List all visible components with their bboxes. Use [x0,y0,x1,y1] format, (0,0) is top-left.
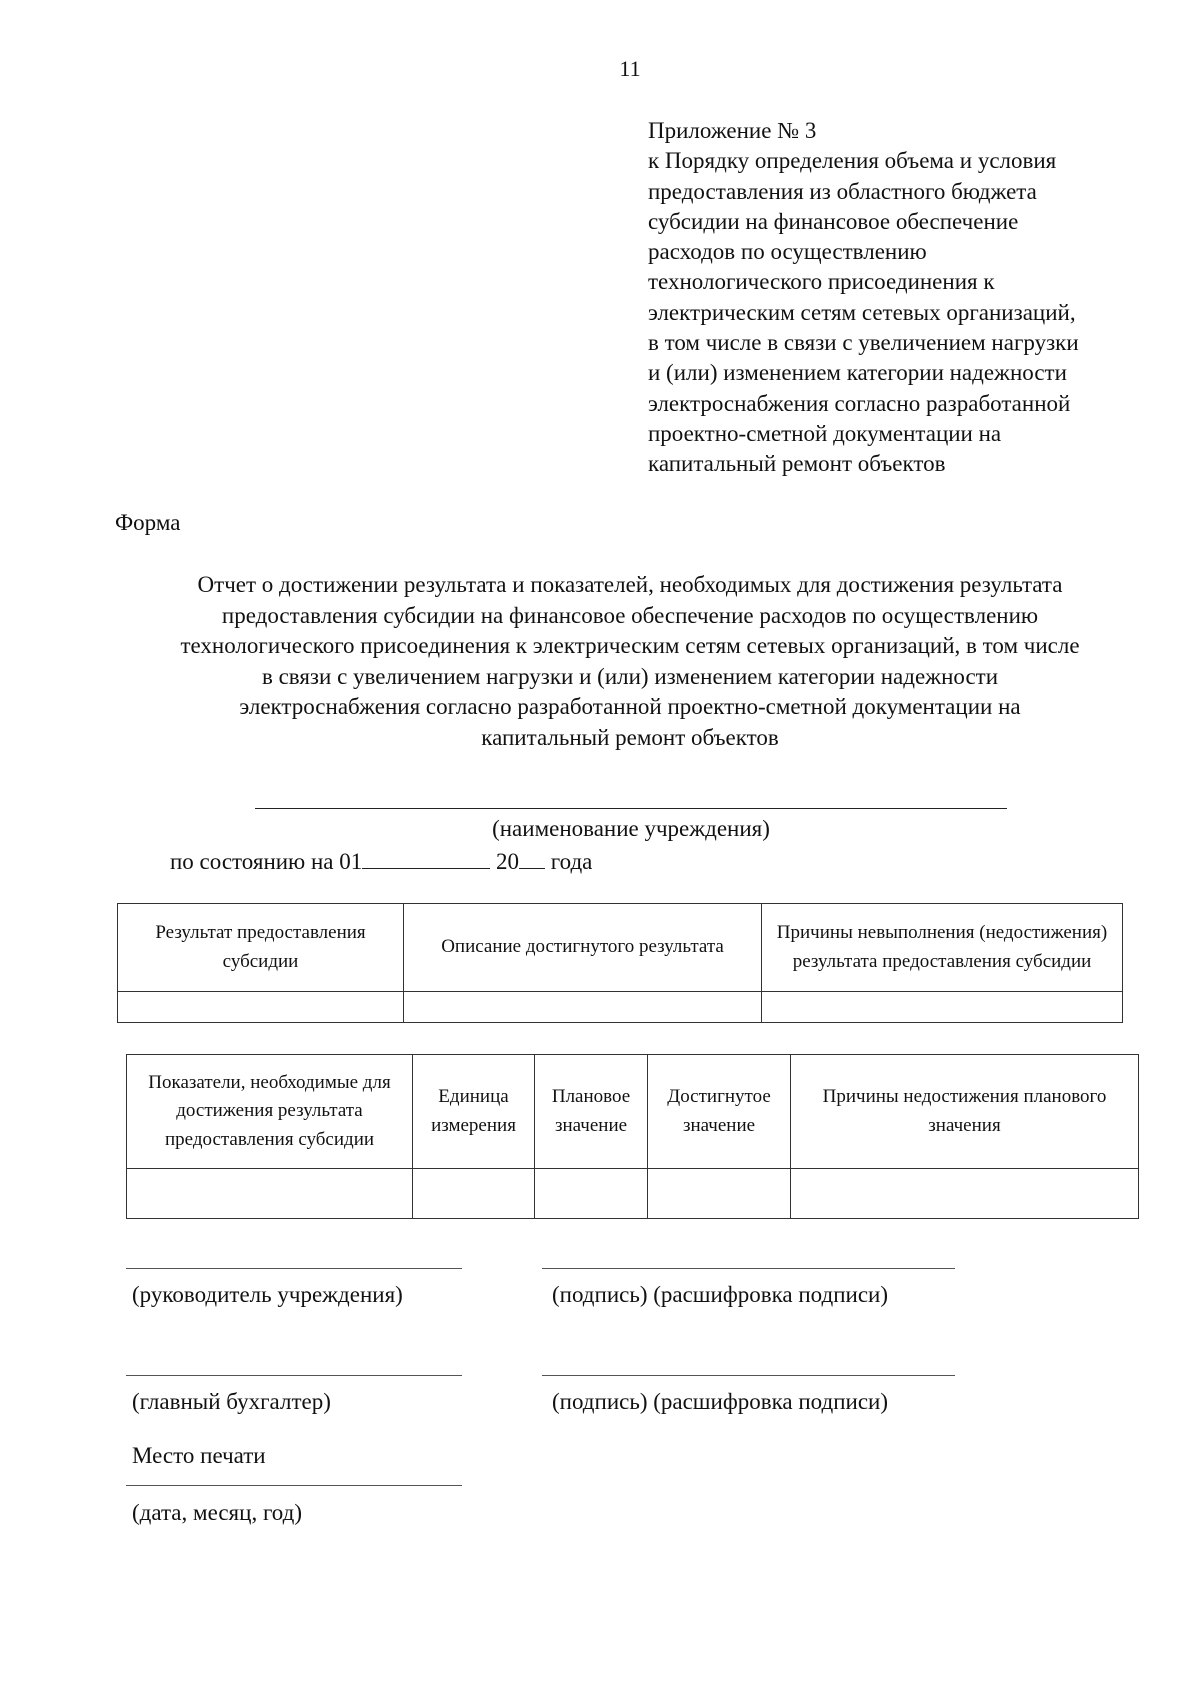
table-cell[interactable] [648,1169,791,1219]
title-line: предоставления субсидии на финансовое обеспечение расходов по осуществлению [221,602,1039,628]
stamp-place-label: Место печати [132,1443,266,1468]
accountant-sign-label: (подпись) (расшифровка подписи) [552,1389,889,1414]
table-cell[interactable] [535,1169,648,1219]
form-label: Форма [115,510,181,535]
year-blank[interactable] [519,846,545,869]
table-header-row [118,904,1123,992]
as-of-date-row [170,846,592,875]
head-signature-line[interactable] [126,1268,462,1269]
header-result: Результат предоставления субсидии [118,904,404,992]
date-line[interactable] [126,1485,462,1486]
date-blank[interactable] [362,846,490,869]
head-sign-decode-line[interactable] [542,1268,955,1269]
result-table [117,903,1123,1023]
table-row [118,992,1123,1023]
accountant-signature-line[interactable] [126,1375,462,1376]
page-number: 11 [619,56,641,81]
table-cell[interactable] [413,1169,535,1219]
title-line: капитальный ремонт объектов [481,724,779,750]
appendix-line: электрическим сетям сетевых организаций, [648,299,1076,325]
appendix-line: капитальный ремонт объектов [648,451,946,477]
appendix-line: технологического присоединения к [648,269,995,295]
appendix-line: Приложение № 3 [648,118,817,143]
title-line: электроснабжения согласно разработанной проектно-сметной документации на [239,694,1021,719]
accountant-sign-decode-line[interactable] [542,1375,955,1376]
appendix-line: расходов по осуществлению [648,239,927,265]
table-cell[interactable] [127,1169,413,1219]
appendix-line: электроснабжения согласно разработанной [648,390,1071,416]
institution-name-line[interactable] [255,808,1007,809]
head-label: (руководитель учреждения) [132,1282,403,1307]
appendix-line: предоставления из областного бюджета [648,178,1037,204]
table-cell[interactable] [404,992,762,1023]
header-indicators: Показатели, необходимые для достижения результата предоставления субсидии [127,1055,413,1169]
institution-caption: (наименование учреждения) [492,816,770,841]
appendix-line: и (или) изменением категории надежности [648,360,1067,386]
header-planned: Плановое значение [535,1055,648,1169]
header-unit: Единица измерения [413,1055,535,1169]
table-cell[interactable] [791,1169,1139,1219]
title-line: технологического присоединения к электрическим сетям сетевых организаций, в том числе [180,633,1080,658]
appendix-line: проектно-сметной документации на [648,420,1002,446]
as-of-suffix: года [550,849,593,874]
year-prefix: 20 [496,849,520,874]
head-sign-label: (подпись) (расшифровка подписи) [552,1282,889,1307]
table-row [127,1169,1139,1219]
appendix-header [648,116,1168,480]
header-reasons: Причины невыполнения (недостижения) результата предоставления субсидии [762,904,1123,992]
table-cell[interactable] [118,992,404,1023]
title-line: Отчет о достижении результата и показателей, необходимых для достижения результата [197,572,1063,597]
appendix-line: к Порядку определения объема и условия [648,148,1057,174]
table-header-row [127,1055,1139,1169]
appendix-line: в том числе в связи с увеличением нагрузки [648,330,1079,356]
header-reasons: Причины недостижения планового значения [791,1055,1139,1169]
appendix-line: субсидии на финансовое обеспечение [648,208,1019,234]
accountant-label: (главный бухгалтер) [132,1389,331,1414]
date-label: (дата, месяц, год) [132,1500,303,1525]
report-title [105,570,1155,753]
table-cell[interactable] [762,992,1123,1023]
title-line: в связи с увеличением нагрузки и (или) изменением категории надежности [261,663,999,689]
indicators-table [126,1054,1139,1219]
as-of-prefix: по состоянию на 01 [170,849,363,874]
header-description: Описание достигнутого результата [404,904,762,992]
header-achieved: Достигнутое значение [648,1055,791,1169]
